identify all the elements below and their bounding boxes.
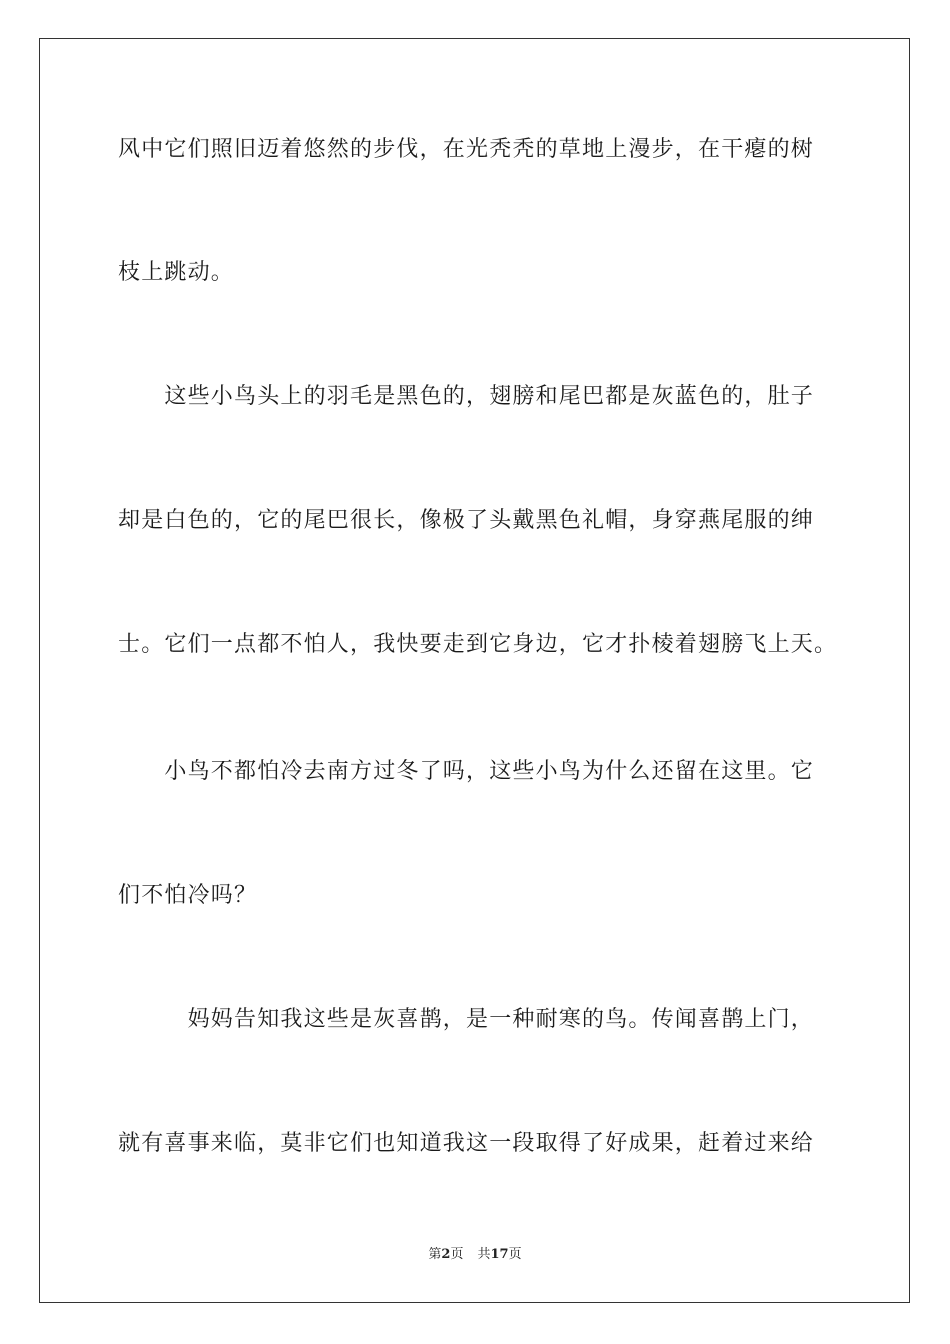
text-line: 小鸟不都怕冷去南方过冬了吗，这些小鸟为什么还留在这里。它 [118, 759, 815, 784]
total-suffix: 页 [508, 1247, 522, 1262]
total-pages: 17 [490, 1247, 509, 1262]
text-line: 却是白色的，它的尾巴很长，像极了头戴黑色礼帽，身穿燕尾服的绅 [118, 508, 815, 533]
text-line: 枝上跳动。 [118, 260, 235, 285]
total-prefix: 共 [477, 1247, 491, 1262]
text-line: 这些小鸟头上的羽毛是黑色的，翅膀和尾巴都是灰蓝色的，肚子 [118, 384, 815, 409]
text-line: 们不怕冷吗？ [118, 883, 258, 908]
page-frame [39, 38, 910, 1303]
page-suffix: 页 [450, 1247, 464, 1262]
text-line: 就有喜事来临，莫非它们也知道我这一段取得了好成果，赶着过来给 [118, 1131, 815, 1156]
footer-prefix: 第 [428, 1247, 442, 1262]
text-line: 士。它们一点都不怕人，我快要走到它身边，它才扑棱着翅膀飞上天。 [118, 632, 838, 657]
page-footer [0, 1246, 950, 1264]
text-line: 妈妈告知我这些是灰喜鹊，是一种耐寒的鸟。传闻喜鹊上门， [118, 1007, 815, 1032]
page-number: 2 [441, 1247, 451, 1262]
text-line: 风中它们照旧迈着悠然的步伐，在光秃秃的草地上漫步，在干瘪的树 [118, 137, 815, 162]
